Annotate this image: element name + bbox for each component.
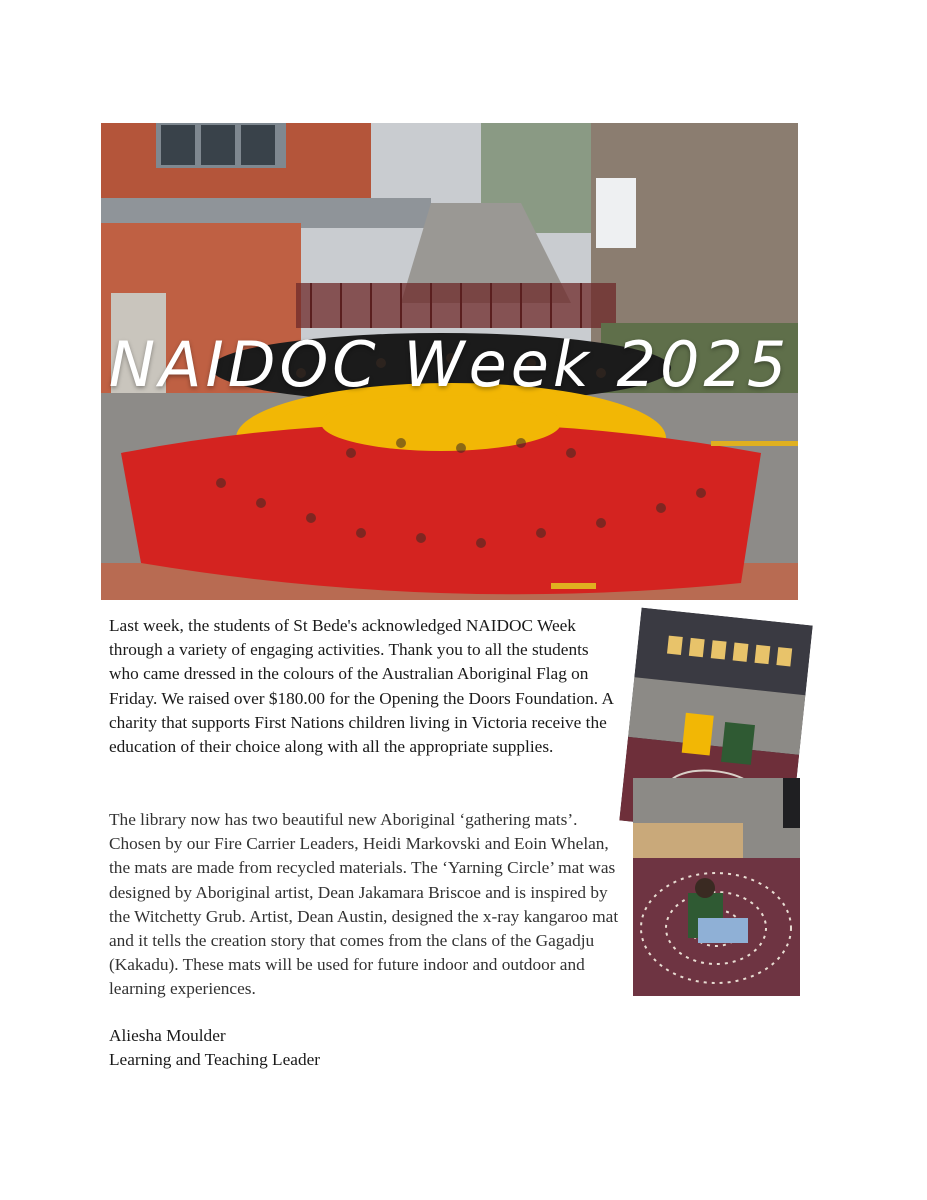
hero-title: NAIDOC Week 2025 (108, 328, 791, 401)
signature-role: Learning and Teaching Leader (109, 1050, 321, 1070)
signature-name: Aliesha Moulder (109, 1026, 226, 1045)
gathering-mat-photo (633, 778, 800, 996)
article-paragraph-1: Last week, the students of St Bede's acknowledged NAIDOC Week through a variety of engaging activities. Thank you to all the students who came dressed in the colours of the Australian Aboriginal Flag on Friday. We raised over $180.00 for the Opening the Doors Foundation. A charity that supports First Nations children living in Victoria receive the education of their choice along with all the appropriate supplies. (109, 616, 614, 757)
signature-block (109, 1024, 320, 1072)
hero-photo (101, 123, 798, 600)
article-paragraph-2: The library now has two beautiful new Aboriginal ‘gathering mats’. Chosen by our Fire Carrier Leaders, Heidi Markovski and Eoin Whelan, the mats are made from recycled materials. The ‘Yarning Circle’ mat was designed by Aboriginal artist, Dean Jakamara Briscoe and is inspired by the Witchetty Grub. Artist, Dean Austin, designed the x-ray kangaroo mat and it tells the creation story that comes from the clans of the Gagadju (Kakadu). These mats will be used for future indoor and outdoor and learning experiences. (109, 810, 619, 999)
